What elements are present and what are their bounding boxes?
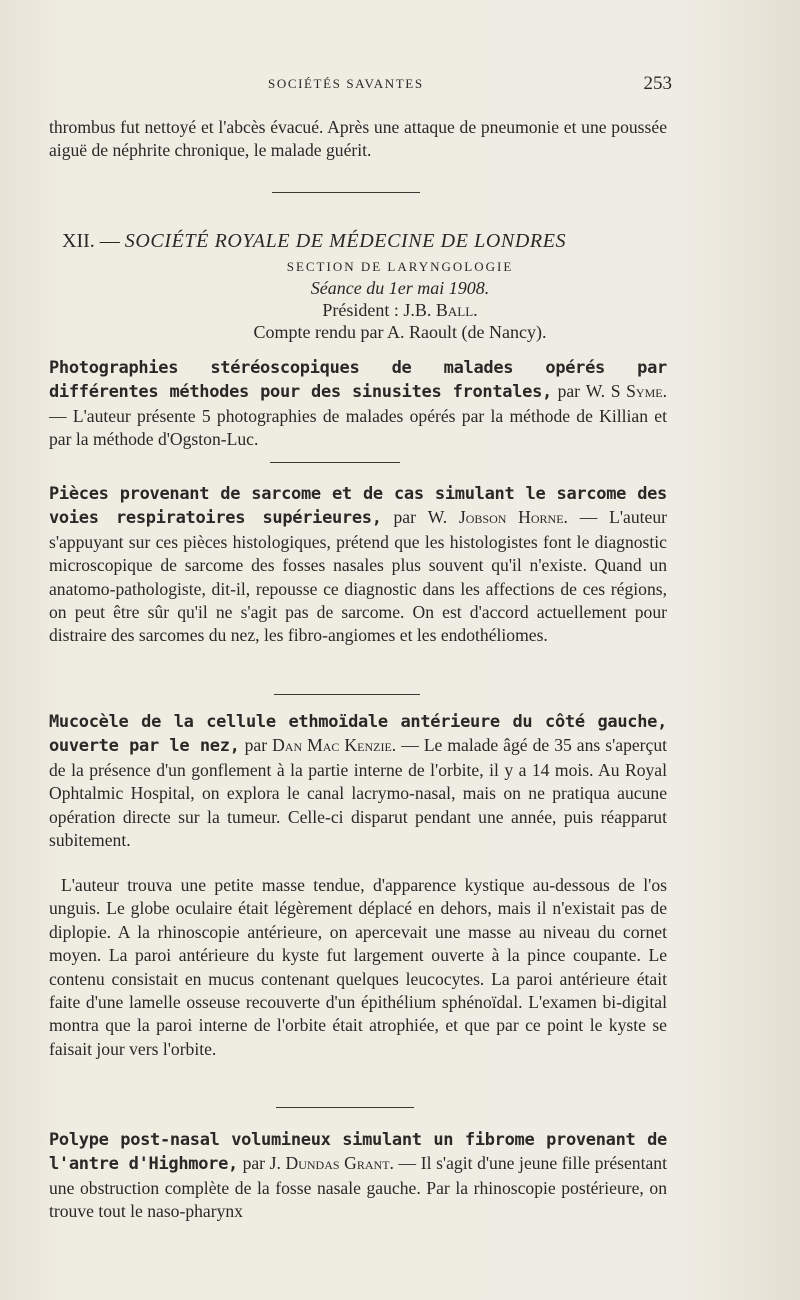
article-1: [49, 356, 667, 452]
author-prefix: par: [393, 507, 416, 528]
author-prefix: par: [244, 735, 268, 756]
article-body: — Le malade âgé de 35 ans s'aperçut de la présence d'un gonflement à la partie interne de l'orbite, il y a 14 mois. Au Royal Ophtalmic Hospital, on explora le canal lacrymo-nasal, mais on ne pratiqua aucune opération directe sur la tumeur. Celle-ci disparut pendant une année, puis réapparut subitement.: [49, 735, 668, 851]
section-name: SOCIÉTÉ ROYALE DE MÉDECINE DE LONDRES: [124, 230, 567, 252]
separator-rule: [272, 192, 420, 193]
article-author: W. S Syme.: [585, 381, 667, 402]
article-3-paragraph-2: L'auteur trouva une petite masse tendue, d'apparence kystique au-dessous de l'os unguis. Le globe oculaire était légèrement déplacé en dehors, mais il n'existait pas de diplopie. A la rhinoscopie antérieure, on apercevait une masse au niveau du cornet moyen. La paroi antérieure du kyste fut largement ouverte à la pince coupante. Le contenu consistait en mucus contenant quelques leucocytes. La paroi antérieure était faite d'une lamelle osseuse recouverte d'un épithélium sphénoïdal. L'examen bi-digital montra que la paroi interne de l'orbite était atrophiée, et que par ce point le kyste se faisait jour vers l'orbite.: [49, 875, 667, 1059]
article-author: W. Jobson Horne.: [427, 507, 568, 528]
article-author: Dan Mac Kenzie.: [272, 735, 397, 756]
president-name: J.B. Ball.: [403, 300, 478, 320]
article-3: [49, 710, 667, 852]
article-title: Polype post-nasal volumineux simulant un fibrome provenant de l'antre d'Highmore,: [49, 1130, 667, 1175]
president-line: [0, 300, 800, 321]
author-prefix: par: [557, 381, 581, 402]
section-heading: [62, 230, 662, 253]
article-title: Mucocèle de la cellule ethmoïdale antérieure du côté gauche, ouverte par le nez,: [49, 712, 667, 757]
session-date: Séance du 1er mai 1908.: [310, 278, 490, 298]
article-4: [49, 1128, 667, 1224]
separator-rule: [276, 1107, 414, 1108]
intro-paragraph: thrombus fut nettoyé et l'abcès évacué. Après une attaque de pneumonie et une poussée aiguë de néphrite chronique, le malade guérit.: [49, 117, 667, 161]
author-prefix: par: [242, 1153, 266, 1174]
article-body: — L'auteur présente 5 photographies de malades opérés par la méthode de Killian et par la méthode d'Ogston-Luc.: [49, 405, 667, 450]
article-title: Pièces provenant de sarcome et de cas simulant le sarcome des voies respiratoires supérieures,: [49, 484, 667, 529]
separator-rule: [270, 462, 400, 463]
article-2: [49, 482, 667, 648]
article-author: J. Dundas Grant.: [269, 1153, 394, 1174]
running-title: SOCIÉTÉS SAVANTES: [268, 76, 424, 91]
section-number: XII. —: [62, 230, 120, 252]
separator-rule: [274, 694, 420, 695]
subsection-title: SECTION DE LARYNGOLOGIE: [286, 259, 514, 274]
article-body: — L'auteur s'appuyant sur ces pièces histologiques, prétend que les histologistes font le diagnostic microscopique de sarcome des fosses nasales plus souvent qu'il n'existe. Quand un anatomo-pathologiste, dit-il, repousse ce diagnostic dans les affections de ces régions, on peut être sûr qu'il ne s'agit pas de sarcome. On est d'accord actuellement pour distraire des sarcomes du nez, les fibro-angiomes et les endothéliomes.: [49, 507, 667, 646]
page-number: 253: [643, 73, 672, 94]
article-body: — Il s'agit d'une jeune fille présentant une obstruction complète de la fosse nasale gauche. Par la rhinoscopie postérieure, on trouve tout le naso-pharynx: [49, 1153, 667, 1222]
president-label: Président :: [322, 300, 399, 320]
article-title: Photographies stéréoscopiques de malades opérés par différentes méthodes pour des sinusites frontales,: [49, 358, 667, 403]
report-credit: Compte rendu par A. Raoult (de Nancy).: [253, 322, 547, 342]
